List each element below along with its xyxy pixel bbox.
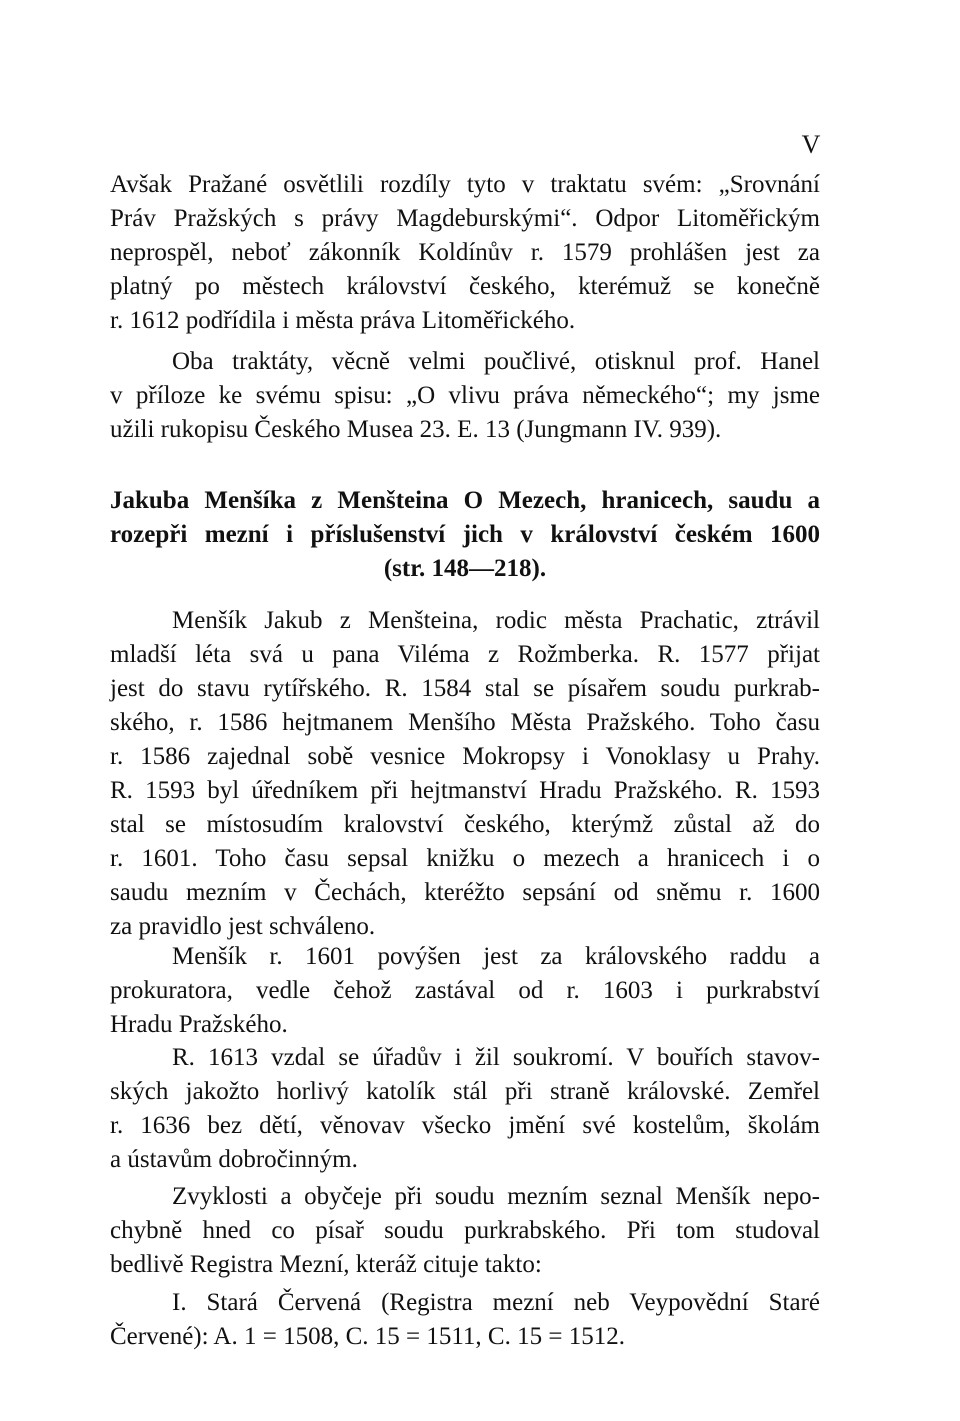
- text-line: saudu mezním v Čechách, kteréžto sepsání od sněmu r. 1600: [110, 879, 820, 906]
- text-line: bedlivě Registra Mezní, kteráž cituje takto:: [110, 1251, 542, 1278]
- paragraph-intro: [110, 168, 820, 338]
- text-line: r. 1601. Toho času sepsal knižku o mezech a hranicech i o: [110, 845, 820, 872]
- text-line: r. 1636 bez dětí, věnovav všecko jmění své kostelům, školám: [110, 1112, 820, 1139]
- text-line: r. 1612 podřídila i města práva Litoměřického.: [110, 307, 576, 334]
- page-number: V: [801, 130, 821, 159]
- paragraph-registers: [110, 1180, 820, 1282]
- heading-line: Jakuba Menšíka z Menšteina O Mezech, hranicech, saudu a: [110, 487, 820, 514]
- text-line: chybně hned co písař soudu purkrabského. Při tom studoval: [110, 1217, 820, 1244]
- text-line: ského, r. 1586 hejtmanem Menšího Města Pražského. Toho času: [110, 709, 820, 736]
- text-line: platný po městech království českého, kterémuž se konečně: [110, 273, 820, 300]
- text-line: Červené): A. 1 = 1508, C. 15 = 1511, C. 15 = 1512.: [110, 1323, 625, 1350]
- text-line: prokuratora, vedle čehož zastával od r. 1603 i purkrabství: [110, 977, 820, 1004]
- paragraph-later-life: [110, 1041, 820, 1177]
- text-line: neprospěl, neboť zákonník Koldínův r. 1579 prohlášen jest za: [110, 239, 820, 266]
- text-line: ských jakožto horlivý katolík stál při straně královské. Zemřel: [110, 1078, 820, 1105]
- heading-line: rozepři mezní i příslušenství jich v království českém 1600: [110, 521, 820, 548]
- paragraph-editions: [110, 345, 820, 447]
- text-line: užili rukopisu Českého Musea 23. E. 13 (Jungmann IV. 939).: [110, 416, 722, 443]
- text-line: Hradu Pražského.: [110, 1011, 288, 1038]
- text-line: v příloze ke svému spisu: „O vlivu práva německého“; my jsme: [110, 382, 820, 409]
- text-line: R. 1613 vzdal se úřadův i žil soukromí. V bouřích stavov-: [172, 1044, 820, 1071]
- text-line: Oba traktáty, věcně velmi poučlivé, otisknul prof. Hanel: [172, 348, 820, 375]
- text-line: mladší léta svá u pana Viléma z Rožmberka. R. 1577 přijat: [110, 641, 820, 668]
- section-heading: [110, 484, 820, 586]
- paragraph-biography: [110, 604, 820, 944]
- text-line: za pravidlo jest schváleno.: [110, 913, 376, 940]
- text-line: Avšak Pražané osvětlili rozdíly tyto v traktatu svém: „Srovnání: [110, 171, 820, 198]
- text-line: I. Stará Červená (Registra mezní neb Veypovědní Staré: [172, 1289, 820, 1316]
- register-list-item: [110, 1286, 820, 1354]
- text-line: r. 1586 zajednal sobě vesnice Mokropsy i Vonoklasy u Prahy.: [110, 743, 820, 770]
- text-line: jest do stavu rytířského. R. 1584 stal se písařem soudu purkrab-: [110, 675, 820, 702]
- heading-line: (str. 148—218).: [383, 555, 547, 582]
- text-line: Menšík r. 1601 povýšen jest za královského raddu a: [172, 943, 820, 970]
- text-line: a ústavům dobročinným.: [110, 1146, 358, 1173]
- paragraph-council: [110, 940, 820, 1042]
- text-line: Zvyklosti a obyčeje při soudu mezním seznal Menšík nepo-: [172, 1183, 820, 1210]
- text-line: Práv Pražských s právy Magdeburskými“. Odpor Litoměřickým: [110, 205, 820, 232]
- text-line: R. 1593 byl úředníkem při hejtmanství Hradu Pražského. R. 1593: [110, 777, 820, 804]
- text-line: Menšík Jakub z Menšteina, rodic města Prachatic, ztrávil: [172, 607, 820, 634]
- text-line: stal se místosudím kralovství českého, kterýmž zůstal až do: [110, 811, 820, 838]
